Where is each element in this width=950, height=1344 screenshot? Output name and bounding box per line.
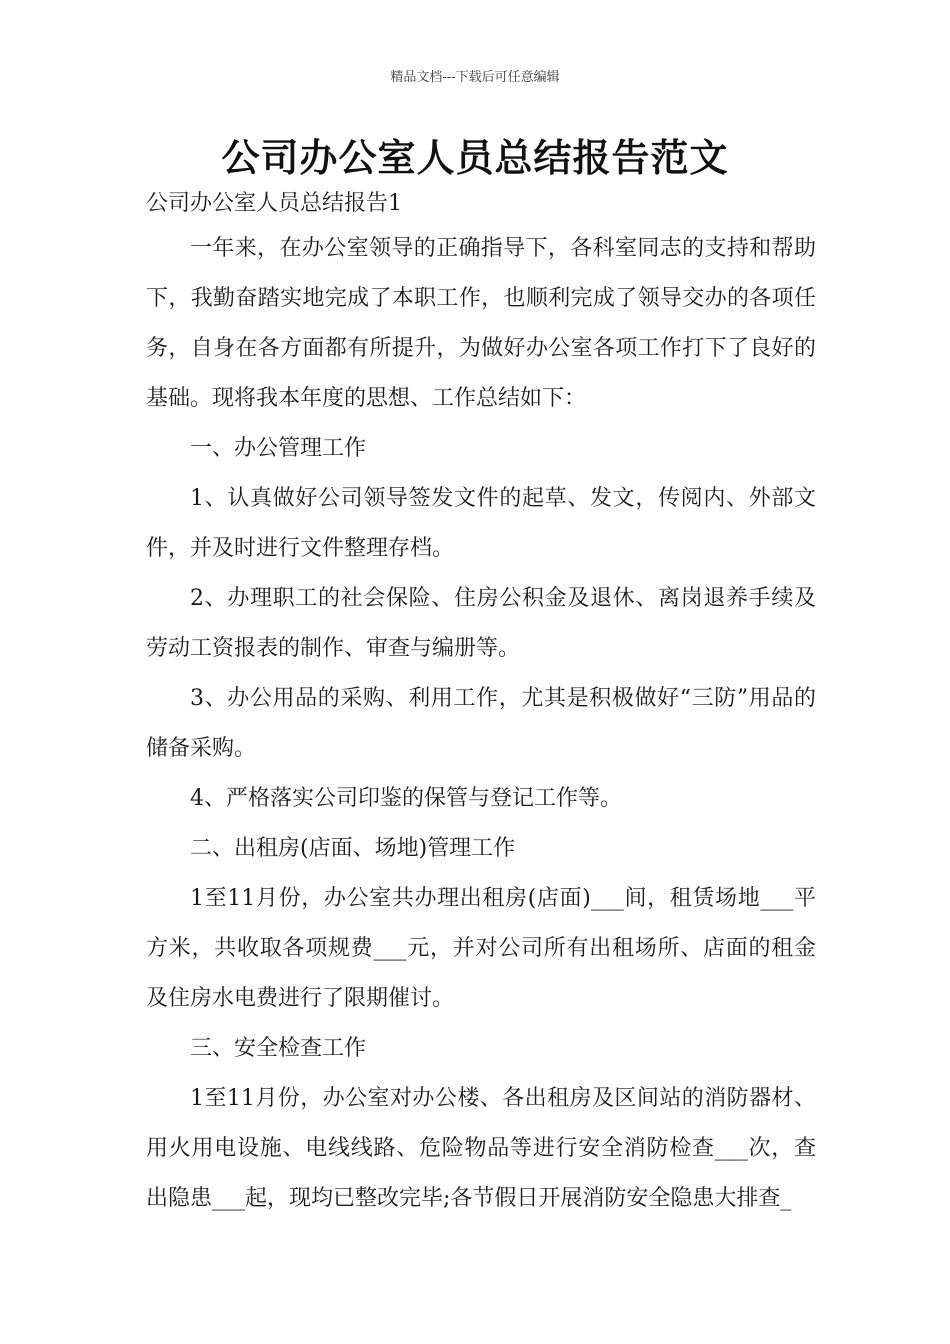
section-heading-safety-inspection: 三、安全检查工作 [190,1036,367,1061]
section-heading-rental-management: 二、出租房(店面、场地)管理工作 [190,836,516,861]
document-body [146,224,816,1224]
list-item-3: 3、办公用品的采购、利用工作，尤其是积极做好“三防”用品的储备采购。 [146,686,816,761]
list-item-2: 2、办理职工的社会保险、住房公积金及退休、离岗退养手续及劳动工资报表的制作、审查与编册等。 [146,586,816,661]
document-title: 公司办公室人员总结报告范文 [221,136,729,180]
list-item-1: 1、认真做好公司领导签发文件的起草、发文，传阅内、外部文件，并及时进行文件整理存档。 [146,486,816,561]
intro-paragraph: 一年来，在办公室领导的正确指导下，各科室同志的支持和帮助下，我勤奋踏实地完成了本职工作，也顺利完成了领导交办的各项任务，自身在各方面都有所提升，为做好办公室各项工作打下了良好的基础。现将我本年度的思想、工作总结如下： [146,236,816,411]
list-item-4: 4、严格落实公司印鉴的保管与登记工作等。 [190,786,622,811]
safety-paragraph: 1至11月份，办公室对办公楼、各出租房及区间站的消防器材、用火用电设施、电线线路、危险物品等进行安全消防检查___次，查出隐患___起，现均已整改完毕;各节假日开展消防安全隐患大排查_ [146,1086,816,1211]
header-note: 精品文档---下载后可任意编辑 [390,70,560,85]
rental-paragraph: 1至11月份，办公室共办理出租房(店面)___间，租赁场地___平方米，共收取各项规费___元，并对公司所有出租场所、店面的租金及住房水电费进行了限期催讨。 [146,886,816,1011]
section-heading-office-management: 一、办公管理工作 [190,436,367,461]
document-subtitle: 公司办公室人员总结报告1 [146,191,402,216]
